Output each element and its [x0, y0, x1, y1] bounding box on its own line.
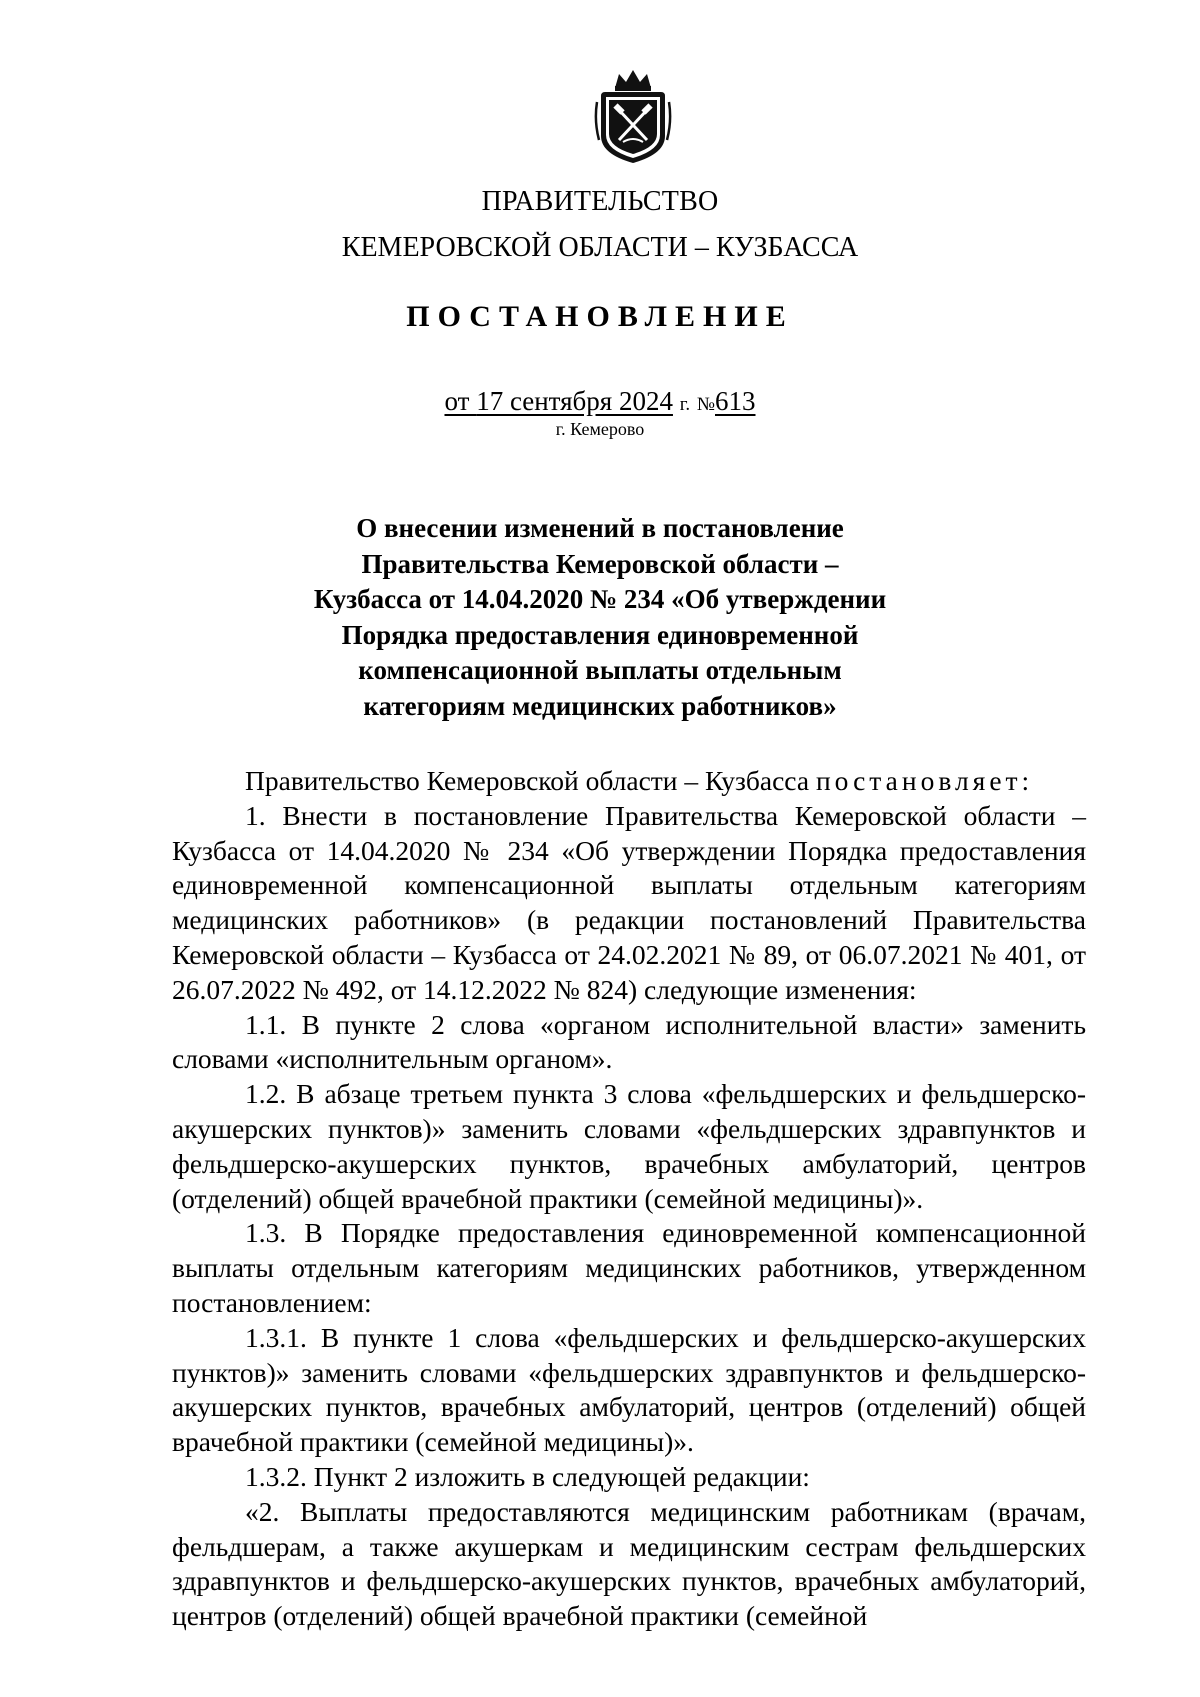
government-name-line1: ПРАВИТЕЛЬСТВО — [481, 186, 719, 217]
paragraph-1-3-1: 1.3.1. В пункте 1 слова «фельдшерских и фельдшерско-акушерских пунктов)» заменить словами «фельдшерских здравпунктов и фельдшерско-акушерских пунктов, врачебных амбулаторий, центров (отделений) общей врачебной практики (семейной медицины)». — [172, 1321, 1086, 1458]
title-line: Порядка предоставления единовременной — [341, 619, 859, 650]
date-prefix: от — [444, 386, 477, 416]
year-suffix: г. — [679, 394, 691, 415]
number-sign: № — [696, 394, 715, 415]
paragraph-1-2: 1.2. В абзаце третьем пункта 3 слова «фельдшерских и фельдшерско-акушерских пунктов)» заменить словами «фельдшерских здравпунктов и фельдшерско-акушерских пунктов, врачебных амбулаторий, центров (отделений) общей врачебной практики (семейной медицины)». — [172, 1078, 1086, 1214]
document-date: 17 сентября 2024 — [476, 386, 673, 416]
paragraph-1-3-2: 1.3.2. Пункт 2 изложить в следующей редакции: — [245, 1460, 810, 1492]
document-title — [0, 511, 1200, 724]
document-number: 613 — [715, 386, 756, 416]
paragraph-quoted-2: «2. Выплаты предоставляются медицинским работникам (врачам, фельдшерам, а также акушеркам и медицинским сестрам фельдшерских здравпунктов и фельдшерско-акушерских пунктов, врачебных амбулаторий, центров (отделений) общей врачебной практики (семейной — [172, 1495, 1086, 1632]
title-line: компенсационной выплаты отдельным — [358, 655, 842, 685]
document-body — [172, 764, 1086, 1634]
paragraph-1: 1. Внести в постановление Правительства Кемеровской области – Кузбасса от 14.04.2020 № 234 «Об утверждении Порядка предоставления единовременной компенсационной выплаты отдельным категориям медицинских работников» (в редакции постановлений Правительства Кемеровской области – Кузбасса от 24.02.2021 № 89, от 06.07.2021 № 401, от 26.07.2022 № 492, от 14.12.2022 № 824) следующие изменения: — [172, 799, 1086, 1005]
government-name-line2: КЕМЕРОВСКОЙ ОБЛАСТИ – КУЗБАССА — [341, 232, 859, 263]
title-line: О внесении изменений в постановление — [356, 513, 844, 543]
preamble-text: Правительство Кемеровской области – Кузбасса — [245, 765, 816, 796]
preamble-paragraph — [172, 764, 1086, 799]
title-line: Кузбасса от 14.04.2020 № 234 «Об утверждении — [313, 584, 887, 614]
coat-of-arms-emblem — [593, 66, 673, 166]
document-type-heading: ПОСТАНОВЛЕНИЕ — [406, 300, 794, 333]
title-line: категориям медицинских работников» — [363, 690, 837, 721]
paragraph-1-3: 1.3. В Порядке предоставления единовременной компенсационной выплаты отдельным категориям медицинских работников, утвержденном постановлением: — [172, 1217, 1086, 1318]
title-line: Правительства Кемеровской области – — [361, 548, 839, 579]
date-number-line — [0, 386, 1200, 417]
city-name: г. Кемерово — [555, 419, 645, 439]
preamble-verb: постановляет: — [815, 765, 1034, 796]
paragraph-1-1: 1.1. В пункте 2 слова «органом исполнительной власти» заменить словами «исполнительным органом». — [172, 1008, 1086, 1075]
